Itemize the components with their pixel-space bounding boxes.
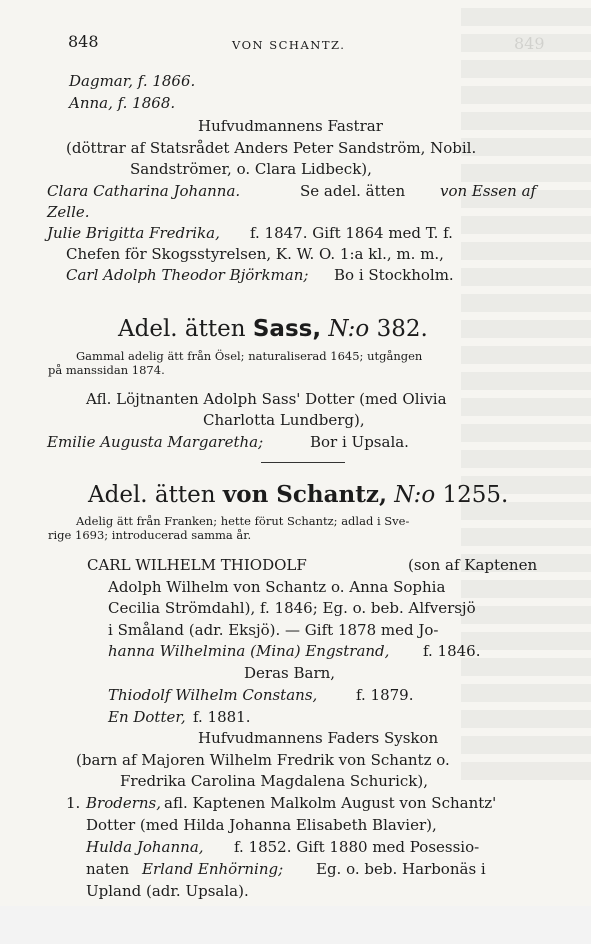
person-name: Clara Catharina Johanna.	[47, 182, 241, 200]
text-line: Chefen för Skogsstyrelsen, K. W. O. 1:a kl., m. m.,	[66, 245, 444, 263]
text-line: Charlotta Lundberg),	[203, 411, 365, 429]
person-name: hanna Wilhelmina (Mina) Engstrand,	[108, 642, 390, 660]
text-line: Adolph Wilhelm von Schantz o. Anna Sophia	[108, 578, 446, 596]
person-name: Hulda Johanna,	[86, 838, 204, 856]
subheading: Hufvudmannens Faders Syskon	[198, 729, 439, 747]
section-heading-sass	[118, 315, 428, 343]
heading-prefix: Adel. ätten	[88, 482, 216, 508]
heading-no: N:o	[394, 482, 436, 508]
person-name: En Dotter,	[108, 708, 186, 726]
family-description: på manssidan 1874.	[48, 363, 165, 377]
page-number: 848	[68, 32, 99, 51]
family-name: von Essen af	[440, 182, 537, 200]
person-name: Erland Enhörning;	[142, 860, 284, 878]
person-name: Julie Brigitta Fredrika,	[47, 224, 220, 242]
text-line: f. 1852. Gift 1880 med Posessio-	[234, 838, 480, 856]
family-description: rige 1693; introducerad samma år.	[48, 528, 252, 542]
text-line: Fredrika Carolina Magdalena Schurick),	[120, 772, 428, 790]
person-name: Emilie Augusta Margaretha;	[47, 433, 264, 451]
text-line: Upland (adr. Upsala).	[86, 882, 249, 900]
section-heading-schantz	[88, 481, 508, 509]
text-line: Anna, f. 1868.	[69, 94, 176, 112]
text-line: Zelle.	[47, 203, 90, 221]
text-line: Eg. o. beb. Harbonäs i	[316, 860, 486, 878]
text-line: Cecilia Strömdahl), f. 1846; Eg. o. beb. Alfversjö	[108, 599, 476, 617]
family-description: Gammal adelig ätt från Ösel; naturaliserad 1645; utgången	[76, 349, 423, 363]
text-line: Bor i Upsala.	[310, 433, 409, 451]
person-name: Thiodolf Wilhelm Constans,	[108, 686, 318, 704]
text-line: Dotter (med Hilda Johanna Elisabeth Blavier),	[86, 816, 437, 834]
heading-number: 1255.	[442, 482, 509, 508]
person-name: Carl Adolph Theodor Björkman;	[66, 266, 309, 284]
text-line: Sandströmer, o. Clara Lidbeck),	[130, 160, 372, 178]
family-description: Adelig ätt från Franken; hette förut Schantz; adlad i Sve-	[76, 514, 410, 528]
subheading: Hufvudmannens Fastrar	[198, 117, 383, 135]
text-line: naten	[86, 860, 130, 878]
scan-margin	[0, 906, 591, 944]
text-line: f. 1847. Gift 1864 med T. f.	[250, 224, 453, 242]
text-line: f. 1879.	[356, 686, 414, 704]
list-number: 1.	[66, 794, 81, 812]
ghost-page-number: 849	[514, 34, 545, 53]
text-line: Afl. Löjtnanten Adolph Sass' Dotter (med Olivia	[86, 390, 447, 408]
family-name: Sass,	[252, 316, 322, 342]
section-divider	[261, 462, 345, 463]
subheading: Deras Barn,	[244, 664, 336, 682]
text-line: Broderns,	[86, 794, 161, 812]
bleed-through-text	[461, 0, 591, 906]
text-line: f. 1846.	[423, 642, 481, 660]
text-line: (barn af Majoren Wilhelm Fredrik von Schantz o.	[76, 751, 450, 769]
text-line: Bo i Stockholm.	[334, 266, 454, 284]
person-name-caps: CARL WILHELM THIODOLF	[87, 556, 307, 574]
text-line: (döttrar af Statsrådet Anders Peter Sandström, Nobil.	[66, 139, 477, 157]
family-name: von Schantz,	[222, 481, 387, 508]
heading-prefix: Adel. ätten	[118, 316, 246, 342]
heading-no: N:o	[328, 316, 370, 342]
text-line: i Småland (adr. Eksjö). — Gift 1878 med Jo-	[108, 621, 439, 639]
text-line: Se adel. ätten	[300, 182, 406, 200]
text-line: (son af Kaptenen	[408, 556, 538, 574]
text-line: Dagmar, f. 1866.	[69, 72, 196, 90]
text-line: afl. Kaptenen Malkolm August von Schantz'	[164, 794, 497, 812]
heading-number: 382.	[376, 316, 428, 342]
text-line: f. 1881.	[193, 708, 251, 726]
running-head: VON SCHANTZ.	[232, 38, 346, 52]
